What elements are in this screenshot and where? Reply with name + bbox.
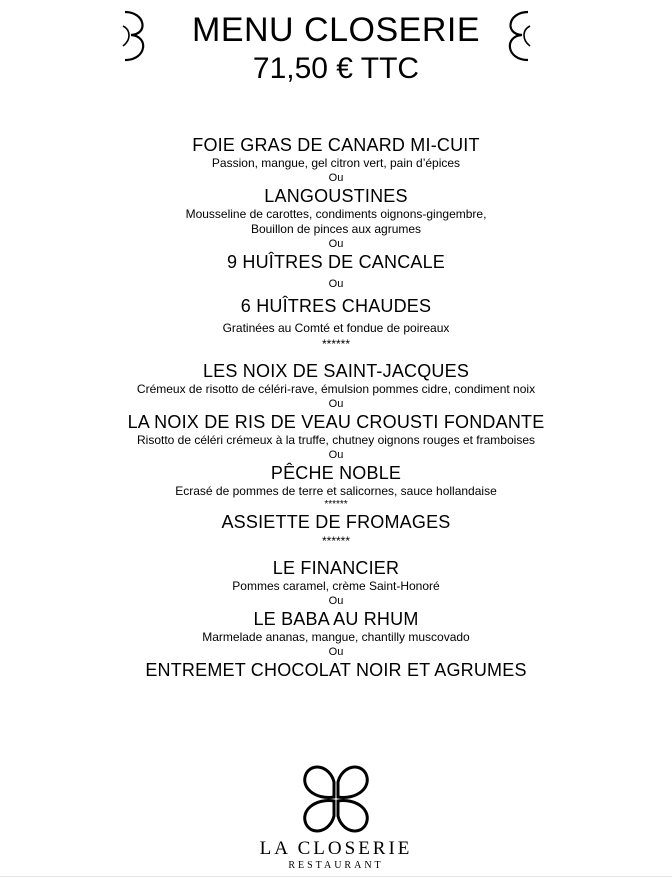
dish-entremet-chocolat: ENTREMET CHOCOLAT NOIR ET AGRUMES [145,660,527,680]
dish-description: Risotto de céléri crémeux à la truffe, chutney oignons rouges et framboises [137,433,535,447]
dish-description: Marmelade ananas, mangue, chantilly muscovado [202,630,470,644]
dish-baba-au-rhum: LE BABA AU RHUM [253,609,419,629]
dish-ris-de-veau: LA NOIX DE RIS DE VEAU CROUSTI FONDANTE [127,412,545,432]
page-bottom-rule [0,876,672,877]
or-divider: Ou [328,238,344,250]
or-divider: Ou [328,278,344,290]
or-divider: Ou [328,398,344,410]
menu-title: MENU CLOSERIE [192,11,480,49]
dish-description: Bouillon de pinces aux agrumes [250,222,422,236]
menu-price: 71,50 € TTC [252,52,420,85]
course-separator: ****** [321,337,351,351]
or-divider: Ou [328,172,344,184]
or-divider: Ou [328,449,344,461]
dish-saint-jacques: LES NOIX DE SAINT-JACQUES [202,361,470,381]
menu-header [0,10,672,88]
dish-description: Crémeux de risotto de céléri-rave, émulsion pommes cidre, condiment noix [136,382,536,396]
brand-subtitle: RESTAURANT [288,860,384,871]
dish-description: Mousseline de carottes, condiments oignons-gingembre, [185,207,487,221]
restaurant-logo [0,762,672,872]
clover-logo-icon [296,762,376,836]
dish-huitres-cancale: 9 HUÎTRES DE CANCALE [226,252,446,272]
dish-description: Pommes caramel, crème Saint-Honoré [232,579,440,593]
menu-list [0,134,672,681]
or-divider: Ou [328,646,344,658]
dish-huitres-chaudes: 6 HUÎTRES CHAUDES [240,296,432,316]
dish-peche-noble: PÊCHE NOBLE [270,463,402,483]
dish-fromages: ASSIETTE DE FROMAGES [221,512,451,532]
course-separator: ****** [324,499,348,510]
or-divider: Ou [328,595,344,607]
dish-langoustines: LANGOUSTINES [264,186,408,206]
dish-description: Gratinées au Comté et fondue de poireaux [222,321,450,335]
dish-description: Ecrasé de pommes de terre et salicornes, sauce hollandaise [175,484,497,498]
course-separator: ****** [321,534,351,548]
dish-financier: LE FINANCIER [272,558,400,578]
brand-name: LA CLOSERIE [259,838,413,859]
dish-description: Passion, mangue, gel citron vert, pain d’épices [211,156,461,170]
dish-foie-gras: FOIE GRAS DE CANARD MI-CUIT [192,135,480,155]
